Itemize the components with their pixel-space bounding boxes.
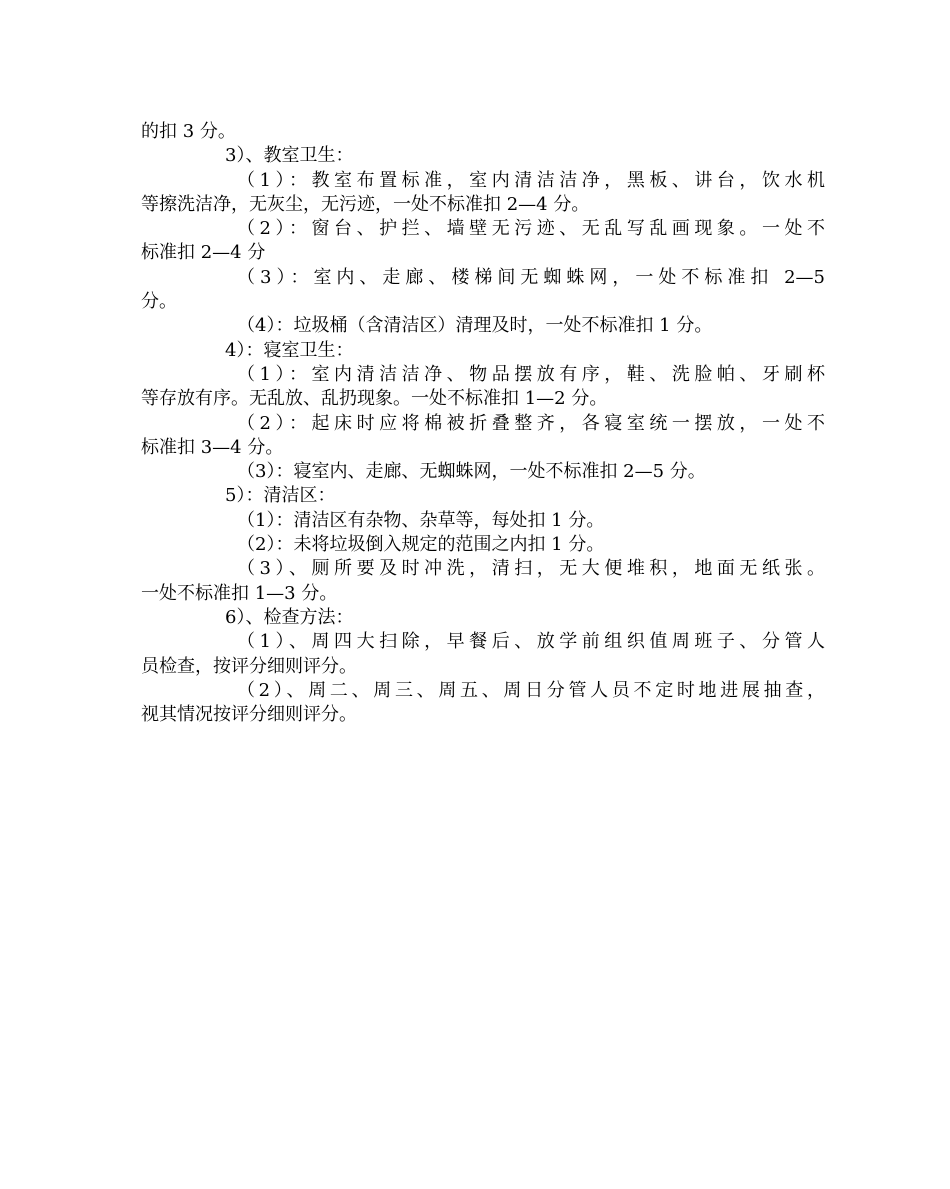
text-line: 一处不标准扣 1—3 分。 (141, 582, 338, 604)
text-line: 视其情况按评分细则评分。 (141, 704, 357, 726)
text-line: （3）：寝室内、走廊、无蜘蛛网，一处不标准扣 2—5 分。 (237, 461, 706, 483)
text-line: （2）：未将垃圾倒入规定的范围之内扣 1 分。 (237, 534, 605, 556)
text-line: 标准扣 3—4 分。 (141, 436, 284, 458)
text-line: （2）：窗台、护拦、墙壁无污迹、无乱写乱画现象。一处不 (237, 218, 825, 240)
text-line: （3）：室内、走廊、楼梯间无蜘蛛网，一处不标准扣 2—5 (237, 266, 825, 288)
text-line: （1）：室内清洁洁净、物品摆放有序，鞋、洗脸帕、牙刷杯 (237, 363, 825, 385)
section-heading-inspection-method: 6）、检查方法： (225, 606, 354, 628)
text-line: 的扣 3 分。 (141, 121, 236, 142)
section-heading-classroom: 3）、教室卫生： (225, 145, 354, 167)
text-line: （1）：清洁区有杂物、杂草等，每处扣 1 分。 (237, 509, 605, 531)
text-line: （2）：起床时应将棉被折叠整齐，各寝室统一摆放，一处不 (237, 412, 825, 434)
text-line: 分。 (141, 291, 177, 313)
text-line: （1）：教室布置标准，室内清洁洁净，黑板、讲台，饮水机 (237, 169, 825, 191)
section-heading-cleaning-area: 5）：清洁区： (225, 485, 336, 507)
text-line: （1）、周四大扫除，早餐后、放学前组织值周班子、分管人 (237, 631, 825, 653)
text-line: 等擦洗洁净，无灰尘，无污迹，一处不标准扣 2—4 分。 (141, 193, 590, 215)
text-line: （3）、厕所要及时冲洗，清扫，无大便堆积，地面无纸张。 (237, 558, 825, 580)
text-line: 员检查，按评分细则评分。 (141, 655, 357, 677)
text-line: 标准扣 2—4 分 (141, 242, 266, 264)
text-line: （2）、周二、周三、周五、周日分管人员不定时地进展抽查， (237, 679, 825, 701)
text-line: （4）：垃圾桶（含清洁区）清理及时，一处不标准扣 1 分。 (237, 315, 713, 337)
text-line: 等存放有序。无乱放、乱扔现象。一处不标准扣 1—2 分。 (141, 388, 608, 410)
section-heading-dormitory: 4）：寝室卫生： (225, 339, 354, 361)
document-body (141, 120, 825, 727)
